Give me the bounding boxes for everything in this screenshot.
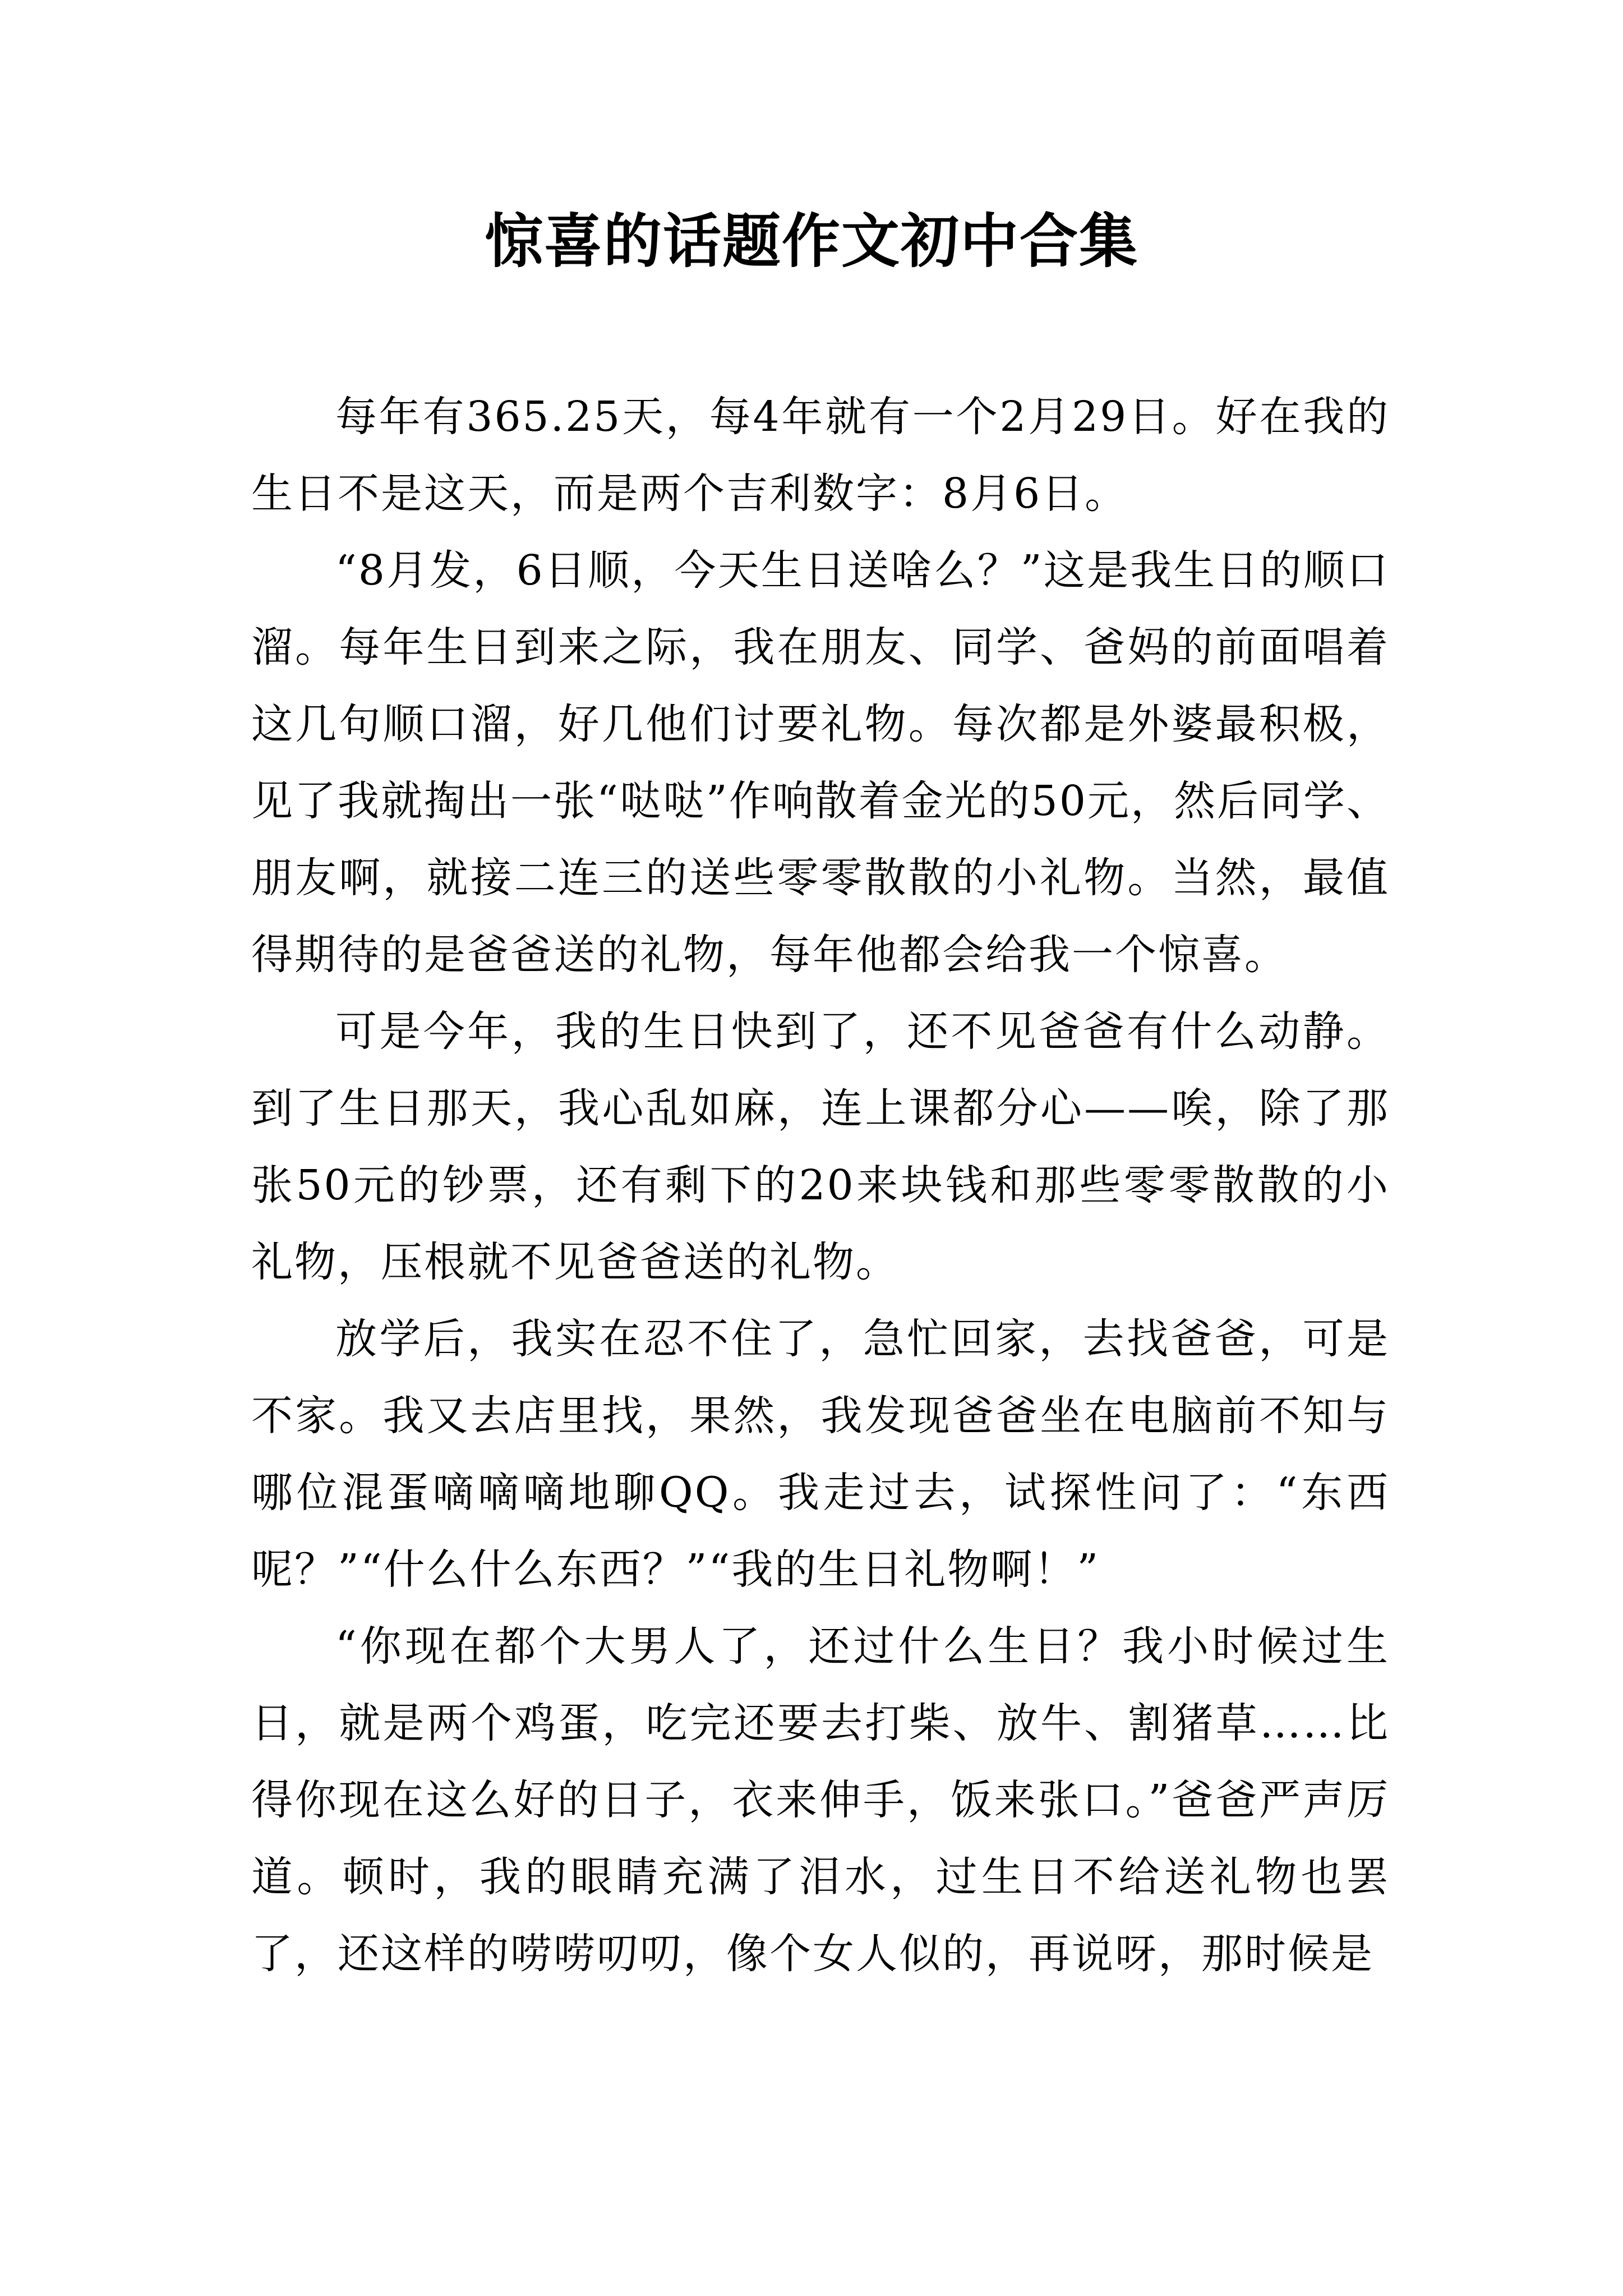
paragraph-5: “你现在都个大男人了，还过什么生日？我小时候过生日，就是两个鸡蛋，吃完还要去打柴、放牛、割猪草……比得你现在这么好的日子，衣来伸手，饭来张口。”爸爸严声厉道。顿时，我的眼睛充满了泪水，过生日不给送礼物也罢了，还这样的唠唠叨叨，像个女人似的，再说呀，那时候是	[251, 1622, 1390, 1978]
paragraph-4: 放学后，我实在忍不住了，急忙回家，去找爸爸，可是不家。我又去店里找，果然，我发现爸爸坐在电脑前不知与哪位混蛋嘀嘀嘀地聊QQ。我走过去，试探性问了：“东西呢？”“什么什么东西？”“我的生日礼物啊！”	[251, 1315, 1390, 1594]
paragraph-1: 每年有365.25天，每4年就有一个2月29日。好在我的生日不是这天，而是两个吉利数字：8月6日。	[251, 393, 1390, 518]
paragraph-3: 可是今年，我的生日快到了，还不见爸爸有什么动静。到了生日那天，我心乱如麻，连上课都分心——唉，除了那张50元的钞票，还有剩下的20来块钱和那些零零散散的小礼物，压根就不见爸爸送的礼物。	[251, 1007, 1390, 1286]
document-body	[251, 379, 1390, 1993]
paragraph-2: “8月发，6日顺，今天生日送啥么？”这是我生日的顺口溜。每年生日到来之际，我在朋友、同学、爸妈的前面唱着这几句顺口溜，好几他们讨要礼物。每次都是外婆最积极，见了我就掏出一张“哒哒”作响散着金光的50元，然后同学、朋友啊，就接二连三的送些零零散散的小礼物。当然，最值得期待的是爸爸送的礼物，每年他都会给我一个惊喜。	[251, 546, 1390, 979]
document-title: 惊喜的话题作文初中合集	[484, 206, 1138, 275]
